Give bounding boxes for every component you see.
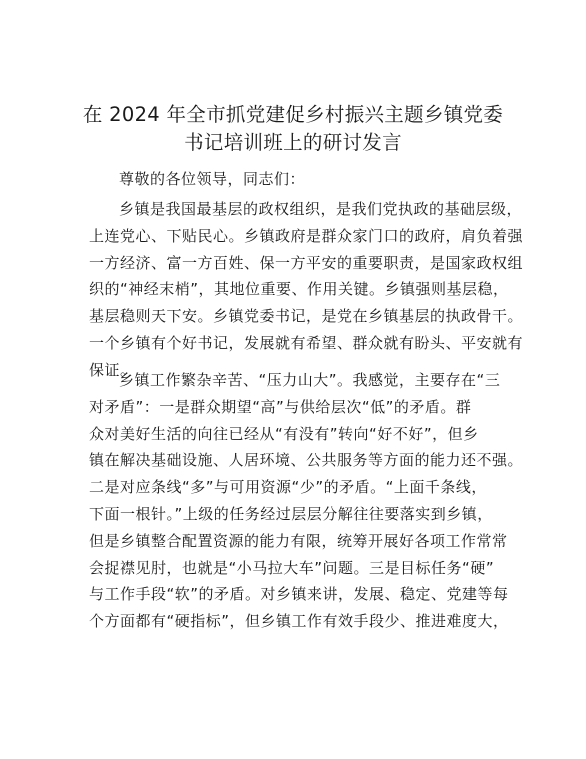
paragraph-2-line: 对矛盾”：一是群众期望“高”与供给层次“低”的矛盾。群 [89,397,472,416]
paragraph-1-line: 保证。 [89,360,136,379]
paragraph-1-line: 基层稳则天下安。乡镇党委书记，是党在乡镇基层的执政骨干。 [89,307,524,326]
paragraph-2 [89,367,524,635]
paragraph-1 [89,196,524,384]
paragraph-2-line: 乡镇工作繁杂辛苦、“压力山大”。我感觉，主要存在“三 [119,371,501,389]
paragraph-2-line: 个方面都有“硬指标”，但乡镇工作有效手段少、推进难度大， [89,612,509,631]
paragraph-1-line: 乡镇是我国最基层的政权组织，是我们党执政的基础层级， [119,200,523,218]
paragraph-2-line: 但是乡镇整合配置资源的能力有限，统筹开展好各项工作常常 [89,531,508,550]
paragraph-1-line: 一个乡镇有个好书记，发展就有希望、群众就有盼头、平安就有 [89,333,524,352]
document-title-line-2: 书记培训班上的研讨发言 [184,131,402,154]
paragraph-2-line: 下面一根针。”上级的任务经过层层分解往往要落实到乡镇， [89,504,493,523]
paragraph-2-line: 会捉襟见肘，也就是“小马拉大车”问题。三是目标任务“硬” [89,558,495,577]
document-title-line-1: 在 2024 年全市抓党建促乡村振兴主题乡镇党委 [82,103,504,126]
paragraph-2-line: 众对美好生活的向往已经从“有没有”转向“好不好”，但乡 [89,424,479,443]
paragraph-2-line: 镇在解决基础设施、人居环境、公共服务等方面的能力还不强。 [89,451,524,470]
paragraph-1-line: 上连党心、下贴民心。乡镇政府是群众家门口的政府，肩负着强 [89,226,524,245]
greeting-text: 尊敬的各位领导，同志们： [119,170,306,188]
greeting [89,166,499,193]
paragraph-1-line: 一方经济、富一方百姓、保一方平安的重要职责，是国家政权组 [89,253,524,272]
paragraph-1-line: 织的“神经末梢”，其地位重要、作用关键。乡镇强则基层稳， [89,280,509,299]
paragraph-2-line: 与工作手段“软”的矛盾。对乡镇来讲，发展、稳定、党建等每 [89,585,509,604]
paragraph-2-line: 二是对应条线“多”与可用资源“少”的矛盾。“上面千条线， [89,478,487,497]
